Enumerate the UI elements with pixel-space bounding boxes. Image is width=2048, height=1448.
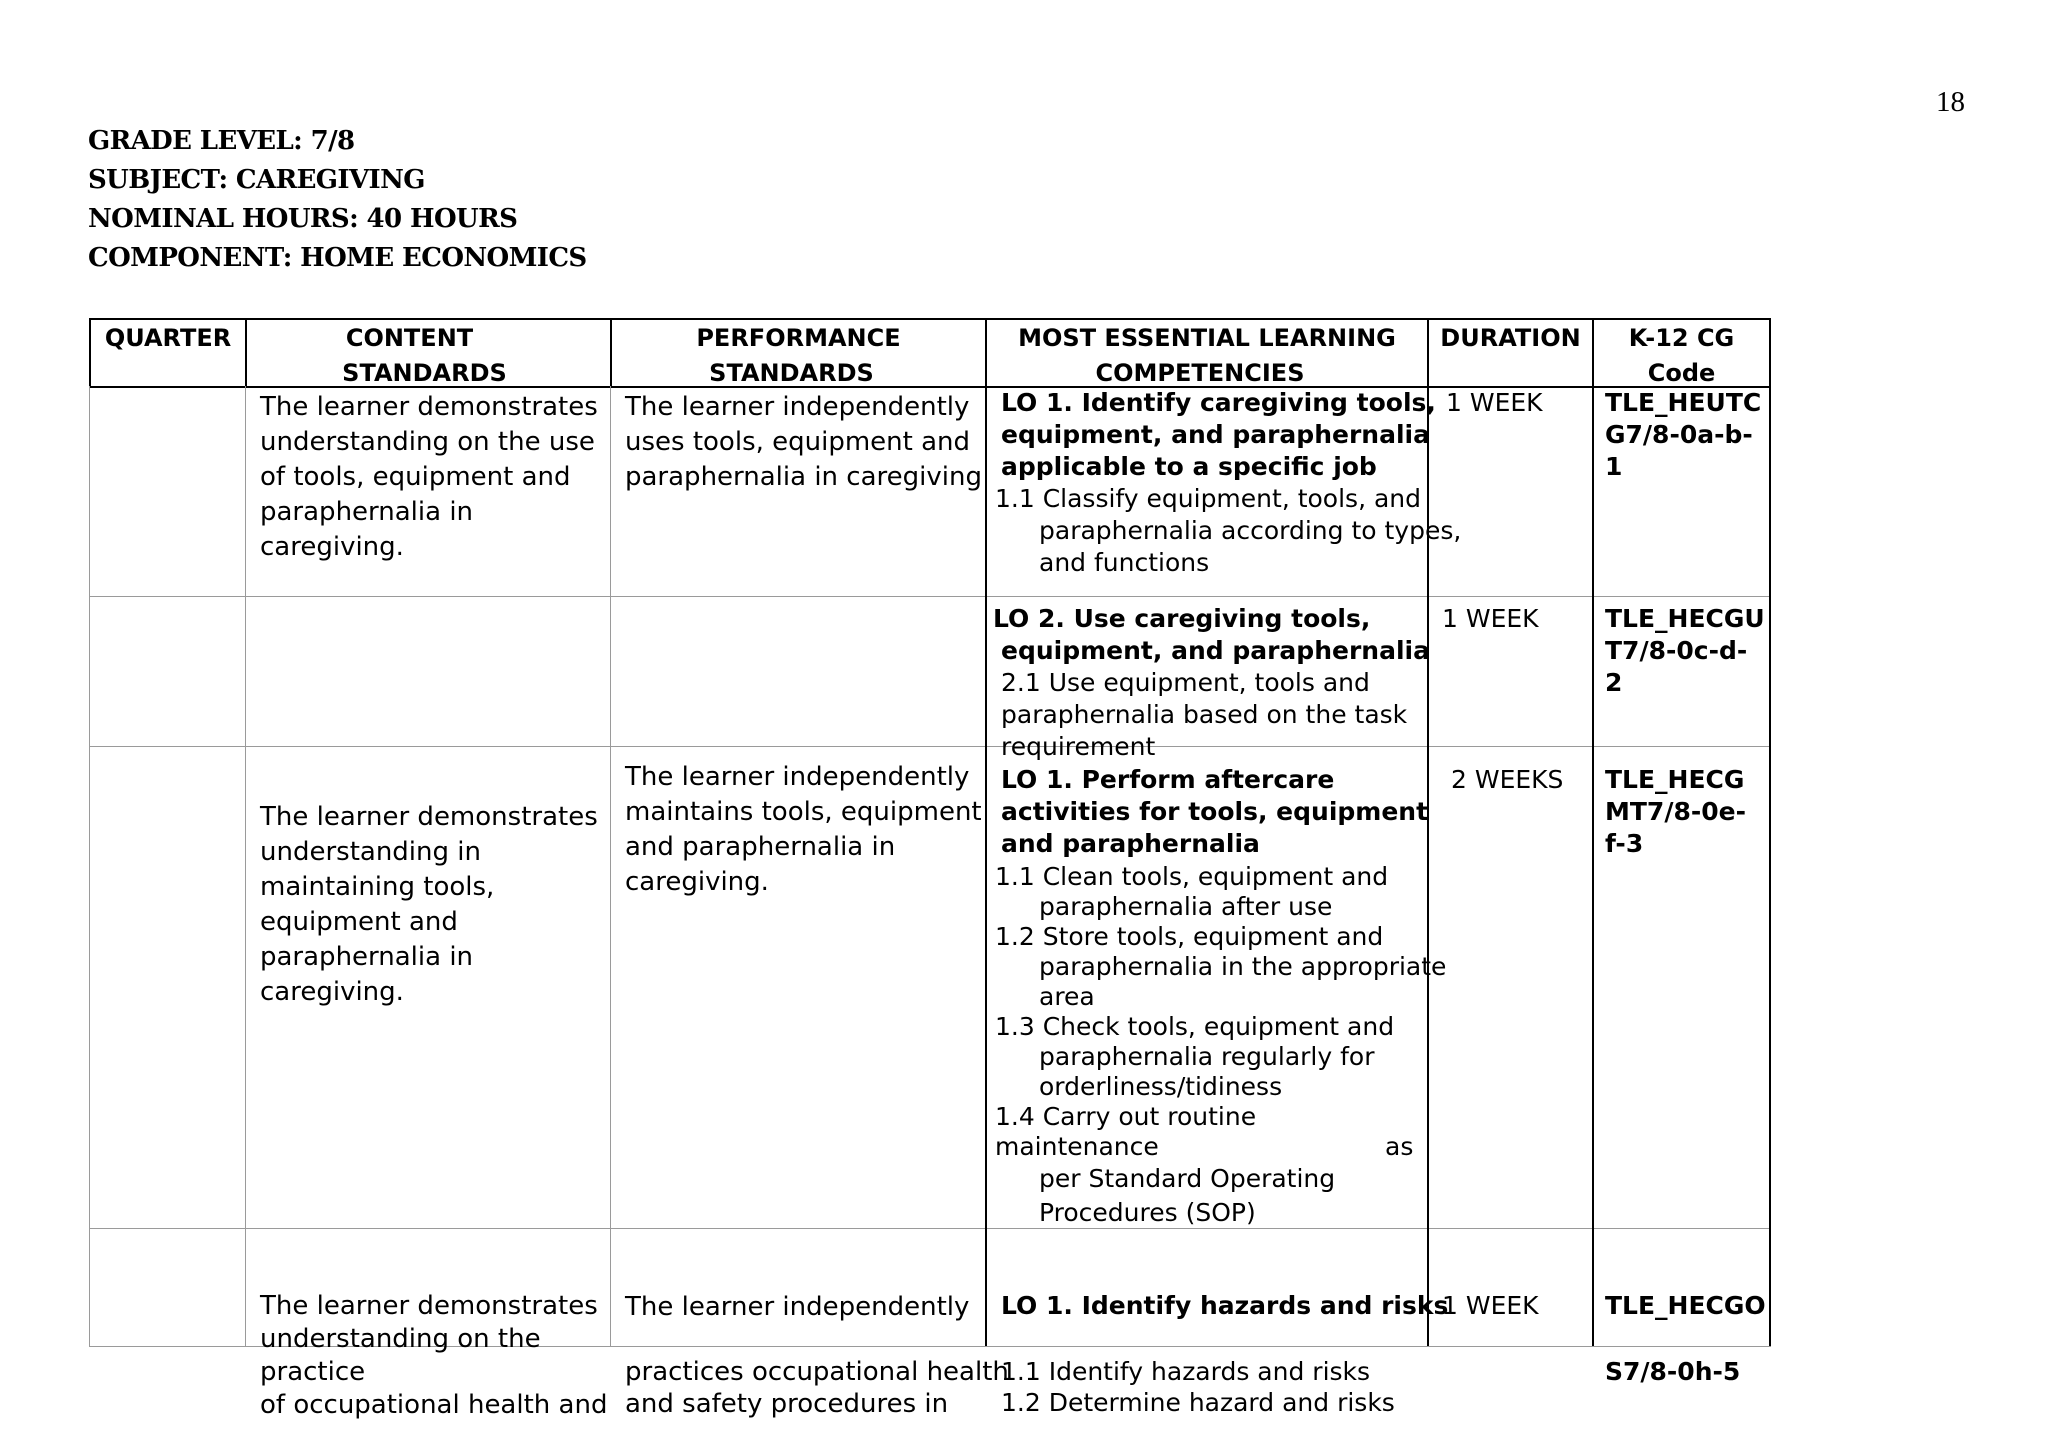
cell-line: The learner demonstrates [260,392,598,422]
row-divider [89,596,1771,597]
column-header-code: Code [1647,359,1716,387]
cell-line: maintaining tools, [260,872,495,902]
row-divider [89,1228,1771,1229]
column-header-quarter: QUARTER [104,324,232,352]
cell-text: as [1385,1132,1414,1161]
performance-standard [625,390,982,495]
cell-line: MT7/8-0e- [1605,797,1746,826]
subject: SUBJECT: CAREGIVING [88,165,425,195]
component: COMPONENT: HOME ECONOMICS [88,243,587,273]
column-divider [245,386,246,1346]
cell-line: maintains tools, equipment [625,797,982,827]
performance-standard [625,760,982,900]
cell-line: 1 [1605,452,1623,481]
cell-line: caregiving. [260,532,404,562]
performance-standard [625,1290,969,1325]
cell-line: paraphernalia according to types, [1039,516,1462,545]
cell-line: paraphernalia based on the task [1001,700,1408,729]
column-header-content: CONTENT [345,324,474,352]
performance-standard [625,1356,1009,1420]
column-divider [985,318,987,1346]
cell-line: TLE_HECG [1605,765,1745,794]
cell-line: paraphernalia in [260,497,474,527]
cell-line: caregiving. [260,977,404,1007]
competency-list [995,862,1446,1230]
column-header-code: K-12 CG [1628,324,1735,352]
cell-line: 1.1 Identify hazards and risks [1001,1357,1371,1386]
cell-line: 2 [1605,668,1623,697]
content-standard [260,390,598,565]
table-border-left [89,386,90,1346]
cell-line: and safety procedures in [625,1389,949,1419]
duration: 1 WEEK [1442,1291,1539,1320]
cell-line: The learner demonstrates [260,1291,598,1321]
duration: 1 WEEK [1442,604,1539,633]
cell-line: The learner demonstrates [260,802,598,832]
cell-line: per Standard Operating [1039,1164,1336,1193]
cell-line: The learner independently [625,1292,970,1322]
cell-line: orderliness/tidiness [1039,1072,1283,1101]
cell-line: practices occupational health [625,1357,1009,1387]
cell-line: understanding on the [260,1324,541,1354]
cg-code [1605,387,1761,483]
learning-outcome [1001,764,1428,860]
cell-line: area [1039,982,1095,1011]
column-header-performance: PERFORMANCE [696,324,901,352]
cell-line: understanding in [260,837,481,867]
nominal-hours: NOMINAL HOURS: 40 HOURS [88,204,518,234]
cg-code [1605,603,1765,699]
cell-line: G7/8-0a-b- [1605,420,1753,449]
cg-code: S7/8-0h-5 [1605,1357,1741,1386]
learning-outcome [993,603,1430,667]
cg-code [1605,764,1746,860]
competency-list [1001,667,1407,763]
cell-line: 1.1 Clean tools, equipment and [995,862,1389,891]
learning-outcome [1001,387,1436,483]
document-header [88,122,587,278]
column-header-performance: STANDARDS [709,359,874,387]
cell-line: of occupational health and [260,1390,608,1420]
cell-line: equipment and [260,907,458,937]
cell-line: 1.3 Check tools, equipment and [995,1012,1395,1041]
grade-level: GRADE LEVEL: 7/8 [88,126,355,156]
cell-line: paraphernalia after use [1039,892,1333,921]
column-header-duration: DURATION [1440,324,1581,352]
competency-list [1001,1356,1395,1418]
cell-line: activities for tools, equipment [1001,797,1429,826]
column-header-content: STANDARDS [342,359,507,387]
cell-line: practice [260,1357,366,1387]
content-standard [260,1290,607,1422]
cell-line: requirement [1001,732,1156,761]
cell-line: and paraphernalia in [625,832,896,862]
cell-line [995,1132,1415,1162]
competency-list [995,483,1461,579]
cell-line: equipment, and paraphernalia [1001,420,1430,449]
cell-line: paraphernalia in the appropriate [1039,952,1447,981]
cell-line: and paraphernalia [1001,829,1260,858]
page-number: 18 [1936,86,1965,118]
learning-outcome: LO 1. Identify hazards and risks [1001,1291,1449,1320]
cell-text: maintenance [995,1132,1159,1161]
cell-line: of tools, equipment and [260,462,571,492]
cell-line: paraphernalia regularly for [1039,1042,1375,1071]
cell-line: 1.4 Carry out routine [995,1102,1257,1131]
cell-line: 1.1 Classify equipment, tools, and [995,484,1422,513]
cell-line: paraphernalia in [260,942,474,972]
cell-line: equipment, and paraphernalia [1001,636,1430,665]
cell-line: Procedures (SOP) [1039,1198,1256,1227]
cell-line: LO 1. Perform aftercare [1001,765,1335,794]
cell-line: LO 1. Identify caregiving tools, [1001,388,1436,417]
cell-line: f-3 [1605,829,1644,858]
table-border-top [89,318,1771,320]
cell-line: 1.2 Determine hazard and risks [1001,1388,1395,1417]
column-divider [610,386,611,1346]
column-header-melc: COMPETENCIES [1095,359,1305,387]
cell-line: TLE_HEUTC [1605,388,1762,417]
cell-line: The learner independently [625,392,970,422]
duration: 2 WEEKS [1451,765,1564,794]
cell-line: caregiving. [625,867,769,897]
cell-line: T7/8-0c-d- [1605,636,1748,665]
cell-line: The learner independently [625,762,970,792]
cell-line: applicable to a specific job [1001,452,1377,481]
duration: 1 WEEK [1446,388,1543,417]
row-divider [89,746,1771,747]
column-divider [1592,318,1594,1346]
cell-line: and functions [1039,548,1210,577]
cg-code: TLE_HECGO [1605,1291,1766,1320]
cell-line: uses tools, equipment and [625,427,971,457]
cell-line: 1.2 Store tools, equipment and [995,922,1384,951]
cell-line: 2.1 Use equipment, tools and [1001,668,1370,697]
cell-line: paraphernalia in caregiving [625,462,982,492]
table-border-right [1769,318,1771,1346]
cell-line: LO 2. Use caregiving tools, [993,604,1371,633]
content-standard [260,800,598,1010]
cell-line: TLE_HECGU [1605,604,1765,633]
cell-line: understanding on the use [260,427,595,457]
column-header-melc: MOST ESSENTIAL LEARNING [1018,324,1396,352]
